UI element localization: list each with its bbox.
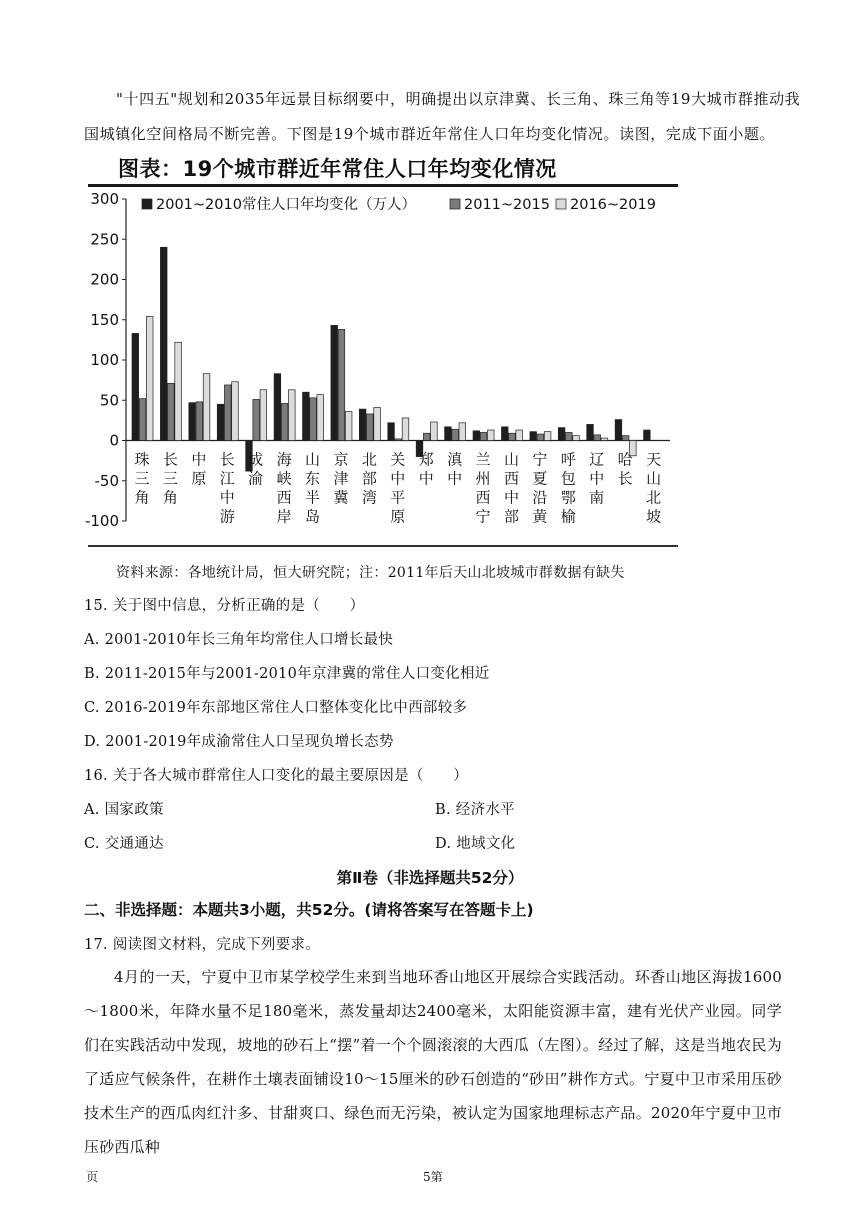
category-label-char: 哈 <box>617 450 633 469</box>
category-label-char: 中 <box>503 488 519 507</box>
bar-2 <box>196 402 203 441</box>
bar-1 <box>359 409 366 440</box>
category-label-char: 东 <box>305 469 321 488</box>
category-label-char: 山 <box>646 469 662 488</box>
bar-2 <box>310 398 317 441</box>
bar-3 <box>146 317 153 441</box>
category-label-char: 郑 <box>418 450 434 469</box>
bar-3 <box>260 390 267 441</box>
category-label-char: 海 <box>276 450 292 469</box>
category-label-char: 平 <box>390 488 406 507</box>
category-label-char: 湾 <box>361 488 377 507</box>
category-label-char: 山 <box>305 450 321 469</box>
bar-3 <box>289 390 296 441</box>
category-label-char: 京 <box>333 450 349 469</box>
category-label-char: 长 <box>162 450 178 469</box>
category-label-char: 津 <box>333 469 349 488</box>
intro-line-2: 国城镇化空间格局不断完善。下图是19个城市群近年常住人口年均变化情况。读图，完成下面小题。 <box>84 125 776 143</box>
q15-stem: 15. 关于图中信息，分析正确的是（ ） <box>84 598 365 614</box>
category-label-char: 岛 <box>305 507 321 526</box>
bar-1 <box>132 333 139 440</box>
category-label-char: 中 <box>418 469 434 488</box>
category-label-char: 宁 <box>532 450 548 469</box>
category-label-char: 中 <box>191 450 207 469</box>
category-label-char: 三 <box>134 469 150 488</box>
bar-2 <box>139 399 146 441</box>
bar-3 <box>317 395 324 441</box>
category-label-char: 中 <box>447 469 463 488</box>
category-label-char: 包 <box>560 469 576 488</box>
bar-3 <box>544 432 551 441</box>
bar-3 <box>175 342 182 440</box>
category-label-char: 渝 <box>248 469 264 488</box>
bar-3 <box>459 423 466 441</box>
category-label-char: 夏 <box>532 469 548 488</box>
category-label-char: 中 <box>589 469 605 488</box>
chart-title: 图表：19个城市群近年常住人口年均变化情况 <box>118 157 557 181</box>
category-label-char: 三 <box>162 469 178 488</box>
y-tick-label: 100 <box>90 351 119 369</box>
category-label-char: 黄 <box>532 507 548 526</box>
bar-1 <box>331 325 338 440</box>
category-label-char: 辽 <box>589 450 605 469</box>
bar-3 <box>232 382 239 441</box>
y-tick-label: -100 <box>84 512 119 530</box>
footer-page-label: 页 <box>86 1170 99 1184</box>
category-label-char: 鄂 <box>560 488 576 507</box>
bar-1 <box>160 247 167 440</box>
footer-page-number: 5第 <box>423 1170 443 1184</box>
bar-2 <box>281 403 288 440</box>
section-2-heading: 二、非选择题：本题共3小题，共52分。(请将答案写在答题卡上) <box>84 901 534 919</box>
bar-2 <box>367 414 374 441</box>
chart-top-rule <box>88 184 678 187</box>
category-label-char: 南 <box>589 488 605 507</box>
bar-3 <box>374 407 381 440</box>
category-label-char: 坡 <box>646 507 662 526</box>
source-note: 资料来源：各地统计局，恒大研究院；注：2011年后天山北坡城市群数据有缺失 <box>116 565 625 581</box>
bar-2 <box>566 432 573 440</box>
bar-3 <box>431 422 438 441</box>
bar-1 <box>189 403 196 441</box>
bar-2 <box>168 383 175 440</box>
category-label-char: 西 <box>276 488 292 507</box>
bar-2 <box>594 435 601 441</box>
category-label-char: 北 <box>361 450 377 469</box>
bar-1 <box>274 374 281 441</box>
legend-label-1: 2001~2010常住人口年均变化（万人） <box>156 197 416 213</box>
bar-1 <box>644 430 651 440</box>
category-label-char: 中 <box>219 488 235 507</box>
q16-option-d: D. 地域文化 <box>435 836 516 852</box>
section-2-title: 第Ⅱ卷（非选择题共52分） <box>336 869 524 887</box>
category-label-char: 兰 <box>475 450 491 469</box>
category-label-char: 长 <box>617 469 633 488</box>
bar-3 <box>601 438 608 440</box>
category-label-char: 山 <box>503 450 519 469</box>
category-label-char: 角 <box>134 488 150 507</box>
bar-2 <box>537 434 544 440</box>
q15-option-a: A. 2001-2010年长三角年均常住人口增长最快 <box>84 632 394 648</box>
bar-1 <box>530 432 537 441</box>
bar-2 <box>622 436 629 441</box>
category-label-char: 西 <box>503 469 519 488</box>
legend-swatch-3 <box>556 199 566 209</box>
population-bar-chart <box>80 188 680 544</box>
y-tick-label: -50 <box>94 471 119 490</box>
legend-label-3: 2016~2019 <box>570 197 656 213</box>
bar-1 <box>558 428 565 441</box>
category-label-char: 长 <box>219 450 235 469</box>
bar-1 <box>217 404 224 440</box>
bar-2 <box>480 432 487 440</box>
category-label-char: 珠 <box>134 450 150 469</box>
category-label-char: 榆 <box>560 507 576 526</box>
category-label-char: 北 <box>646 488 662 507</box>
q15-option-b: B. 2011-2015年与2001-2010年京津冀的常住人口变化相近 <box>84 666 490 682</box>
chart-bottom-rule <box>88 545 678 547</box>
category-label-char: 西 <box>475 488 491 507</box>
bar-1 <box>445 427 452 441</box>
q17-material-paragraph: 4月的一天，宁夏中卫市某学校学生来到当地环香山地区开展综合实践活动。环香山地区海拔1600～1800米，年降水量不足180毫米，蒸发量却达2400毫米，太阳能资源丰富，建有光伏产业园。同学们在实践活动中发现，坡地的砂石上“摆”着一个个圆滚滚的大西瓜（左图）。经过了解，这是当地农民为了适应气候条件，在耕作土壤表面铺设10～15厘米的砂石创造的“砂田”耕作方式。宁夏中卫市采用压砂技术生产的西瓜肉红汁多、甘甜爽口、绿色而无污染，被认定为国家地理标志产品。2020年宁夏中卫市压砂西瓜种 <box>84 968 782 1156</box>
bar-1 <box>615 420 622 441</box>
q16-option-b: B. 经济水平 <box>435 802 515 818</box>
bar-2 <box>338 329 345 440</box>
bar-3 <box>516 430 523 440</box>
bar-3 <box>487 430 494 440</box>
category-label-char: 原 <box>390 507 406 526</box>
bar-1 <box>388 423 395 441</box>
bar-3 <box>573 436 580 441</box>
bar-2 <box>395 439 402 441</box>
bar-2 <box>224 385 231 441</box>
category-label-char: 部 <box>361 469 377 488</box>
category-label-char: 半 <box>305 488 321 507</box>
y-tick-label: 200 <box>90 270 119 289</box>
category-label-char: 江 <box>219 469 235 488</box>
bar-3 <box>345 412 352 441</box>
legend-swatch-1 <box>142 199 152 209</box>
bar-2 <box>452 429 459 440</box>
bar-3 <box>203 374 210 441</box>
q16-option-a: A. 国家政策 <box>84 802 164 818</box>
category-label-char: 宁 <box>475 507 491 526</box>
q15-option-c: C. 2016-2019年东部地区常住人口整体变化比中西部较多 <box>84 700 468 716</box>
category-label-char: 部 <box>503 507 519 526</box>
category-label-char: 角 <box>162 488 178 507</box>
q16-stem: 16. 关于各大城市群常住人口变化的最主要原因是（ ） <box>84 768 469 784</box>
category-label-char: 原 <box>191 469 207 488</box>
category-label-char: 岸 <box>276 507 292 526</box>
category-label-char: 州 <box>475 469 491 488</box>
category-label-char: 呼 <box>560 450 576 469</box>
category-label-char: 中 <box>390 469 406 488</box>
bar-1 <box>501 427 508 441</box>
bar-2 <box>423 433 430 440</box>
y-tick-label: 250 <box>90 230 119 249</box>
q16-option-c: C. 交通通达 <box>84 836 164 852</box>
q17-stem: 17. 阅读图文材料，完成下列要求。 <box>84 937 321 953</box>
legend-label-2: 2011~2015 <box>464 197 550 213</box>
bar-2 <box>509 433 516 440</box>
legend-swatch-2 <box>450 199 460 209</box>
category-label-char: 天 <box>646 450 662 469</box>
category-label-char: 峡 <box>276 469 292 488</box>
q15-option-d: D. 2001-2019年成渝常住人口呈现负增长态势 <box>84 734 394 750</box>
category-label-char: 关 <box>390 450 406 469</box>
category-label-char: 游 <box>219 507 235 526</box>
y-tick-label: 0 <box>109 431 119 450</box>
y-tick-label: 50 <box>99 391 119 410</box>
category-label-char: 沿 <box>532 488 548 507</box>
category-label-char: 冀 <box>333 488 349 507</box>
category-label-char: 滇 <box>447 450 463 469</box>
bar-1 <box>303 392 310 440</box>
category-label-char: 成 <box>248 450 264 469</box>
bar-2 <box>253 399 260 440</box>
bar-3 <box>402 418 409 441</box>
y-tick-label: 300 <box>90 190 119 208</box>
y-tick-label: 150 <box>90 310 119 329</box>
intro-line-1: "十四五"规划和2035年远景目标纲要中，明确提出以京津冀、长三角、珠三角等19大城市群推动我 <box>116 90 801 108</box>
bar-1 <box>473 431 480 441</box>
bar-1 <box>587 424 594 440</box>
